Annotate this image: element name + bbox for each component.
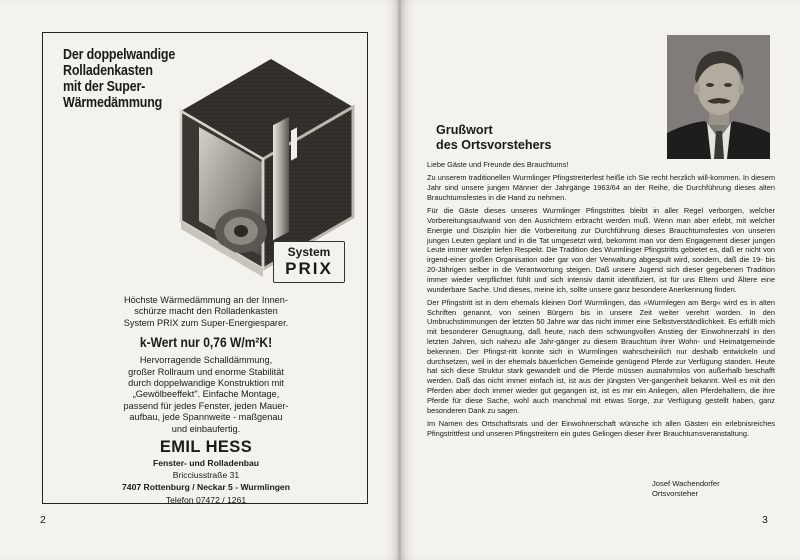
ad-line: Höchste Wärmedämmung an der Innen- [124,295,288,305]
page-title [436,123,552,153]
headline-line: Rolladenkasten [63,63,153,79]
ad-line: aufbau, jede Spannweite - maßgenau [129,412,283,423]
signature-name: Josef Wachendorfer [652,479,720,488]
ad-paragraph-2 [43,355,368,435]
company-city: 7407 Rottenburg / Neckar 5 - Wurmlingen [122,482,290,493]
paragraph: Der Pfingstritt ist in dem ehemals kleinen Dorf Wurmlingen, das »Wurmlegen am Berg« wird es in alten Schriften genannt, von seinen Bürgern bis in unsere Zeit weiter verehrt worden. In den Umbruchstimmungen der letzten 50 Jahre war das nicht immer eine Selbstverständlichkeit. Es erfüllt mich mit besonderer Genugtuung, daß heute, nach dem schwungvollen Anstieg der Einwohnerzahl in den letzten Jahren, sich nahezu alle Jahr-gänger zu diesem Brauchtum ihrer Wohn- und Heimatgemeinde bekennen. Der Pfingst-ritt konnte sich in Wurmlingen wahrscheinlich nur deshalb entwickeln und durchsetzen, weil in der ehemals bäuerlichen Gemeinde genügend Pferde zur Verfügung standen. Heute hat sich diese Struktur stark gewandelt und die Pferde müssen ausnahmslos von außerhalb beschafft werden. Daß das nicht immer einfach ist, ist aus der jüngsten Ver-gangenheit bekannt. Weil es mit den Pferden aber doch immer wieder gut gegangen ist, ist es mir ein Anliegen, allen Pferdehaltern, die ihre Pferde für diese Sache, wohl auch manchmal mit etwas Sorge, zur Verfügung gestellt haben, ganz besonderen Dank zu sagen. [427,297,775,415]
title-line: Grußwort [436,123,493,137]
ad-line: passend für jedes Fenster, jeden Mauer- [123,400,289,411]
k-value-claim: k-Wert nur 0,76 W/m²K! [139,334,273,351]
signature-role: Ortsvorsteher [652,489,698,498]
ad-line: „Gewölbeeffekt". Einfache Montage, [132,389,280,400]
company-street: Bricciusstraße 31 [172,470,240,481]
ad-line: System PRIX zum Super-Energiesparer. [123,317,289,328]
ad-line: schürze macht den Rolladenkasten [134,306,278,317]
salutation: Liebe Gäste und Freunde des Brauchtums! [427,160,569,169]
company-name: EMIL HESS [159,438,253,456]
signature-block [652,479,720,499]
left-page [0,0,399,560]
ad-line: und einbaufertig. [171,423,241,434]
advertisement [42,32,368,504]
badge-line: PRIX [285,259,333,278]
ad-line: durch doppelwandige Konstruktion mit [128,378,284,389]
title-line: des Ortsvorstehers [436,138,552,152]
portrait-photo [667,35,770,159]
ad-body [43,295,368,435]
paragraph: Im Namen des Ortschaftsrats und der Einwohnerschaft wünsche ich allen Gästen ein erlebnisreiches Pfingstrittfest und unseren Pfingstreitern ein gutes Gelingen dieser ihrer Brauchtumsveranstaltung. [427,418,775,438]
ad-line: Hervorragende Schalldämmung, [139,355,273,366]
headline-line: Wärmedämmung [63,95,163,111]
ad-paragraph-1 [43,295,368,329]
paragraph: Für die Gäste dieses unseres Wurmlinger Pfingstrittes bleibt in aller Regel verborgen, welcher Vorbereitungsaufwand von den Ausrichtern erbracht werden muß. Wenn man aber erlebt, mit welcher Energie und Disziplin hier die Vorbereitung zur Durchführung dieses Brauchtumsfestes von unseren jungen Leuten geplant und in die Tat umgesetzt wird, bekommt man vor dem Engagement dieser jungen Leute immer wieder tiefen Respekt. Die Tradition des Wurmlinger Pfingstritts gebietet es, daß er nicht von irgend-einer großen Organisation oder gar von der Verwaltung abgespult wird, sondern, daß die 19- bis 20-Jährigen selber in die Verantwortung steigen. Daß unsere Jugend sich dieser gegebenen Tradition immer wieder verpflichtet fühlt und sich intensiv damit identifiziert, ist für uns Eltern und Ältere eine wunderbare Sache. Und dieses, meine ich, sollte unsere ganz besondere Anerkennung finden. [427,206,775,294]
ad-line: großer Rollraum und enorme Stabilität [128,366,284,377]
page-number-right: 3 [762,514,768,526]
headline-line: Der doppelwandige [63,47,176,63]
company-block [43,437,368,504]
company-subtitle: Fenster- und Rolladenbau [153,458,259,468]
greeting-text [427,160,775,442]
company-phone: Telefon 07472 / 1261 [165,494,247,504]
system-prix-badge [273,241,345,283]
page-number-left: 2 [40,514,46,526]
paragraph: Zu unserem traditionellen Wurmlinger Pfingstreiterfest heiße ich Sie recht herzlich will-kommen. In diesem Jahr sind unsere jungen Männer der Jahrgänge 1963/64 an der Reihe, die Durchführung dieses alten Brauchtumsfestes in die Hand zu nehmen. [427,173,775,202]
headline-line: mit der Super- [63,79,146,95]
badge-line: System [287,245,331,259]
